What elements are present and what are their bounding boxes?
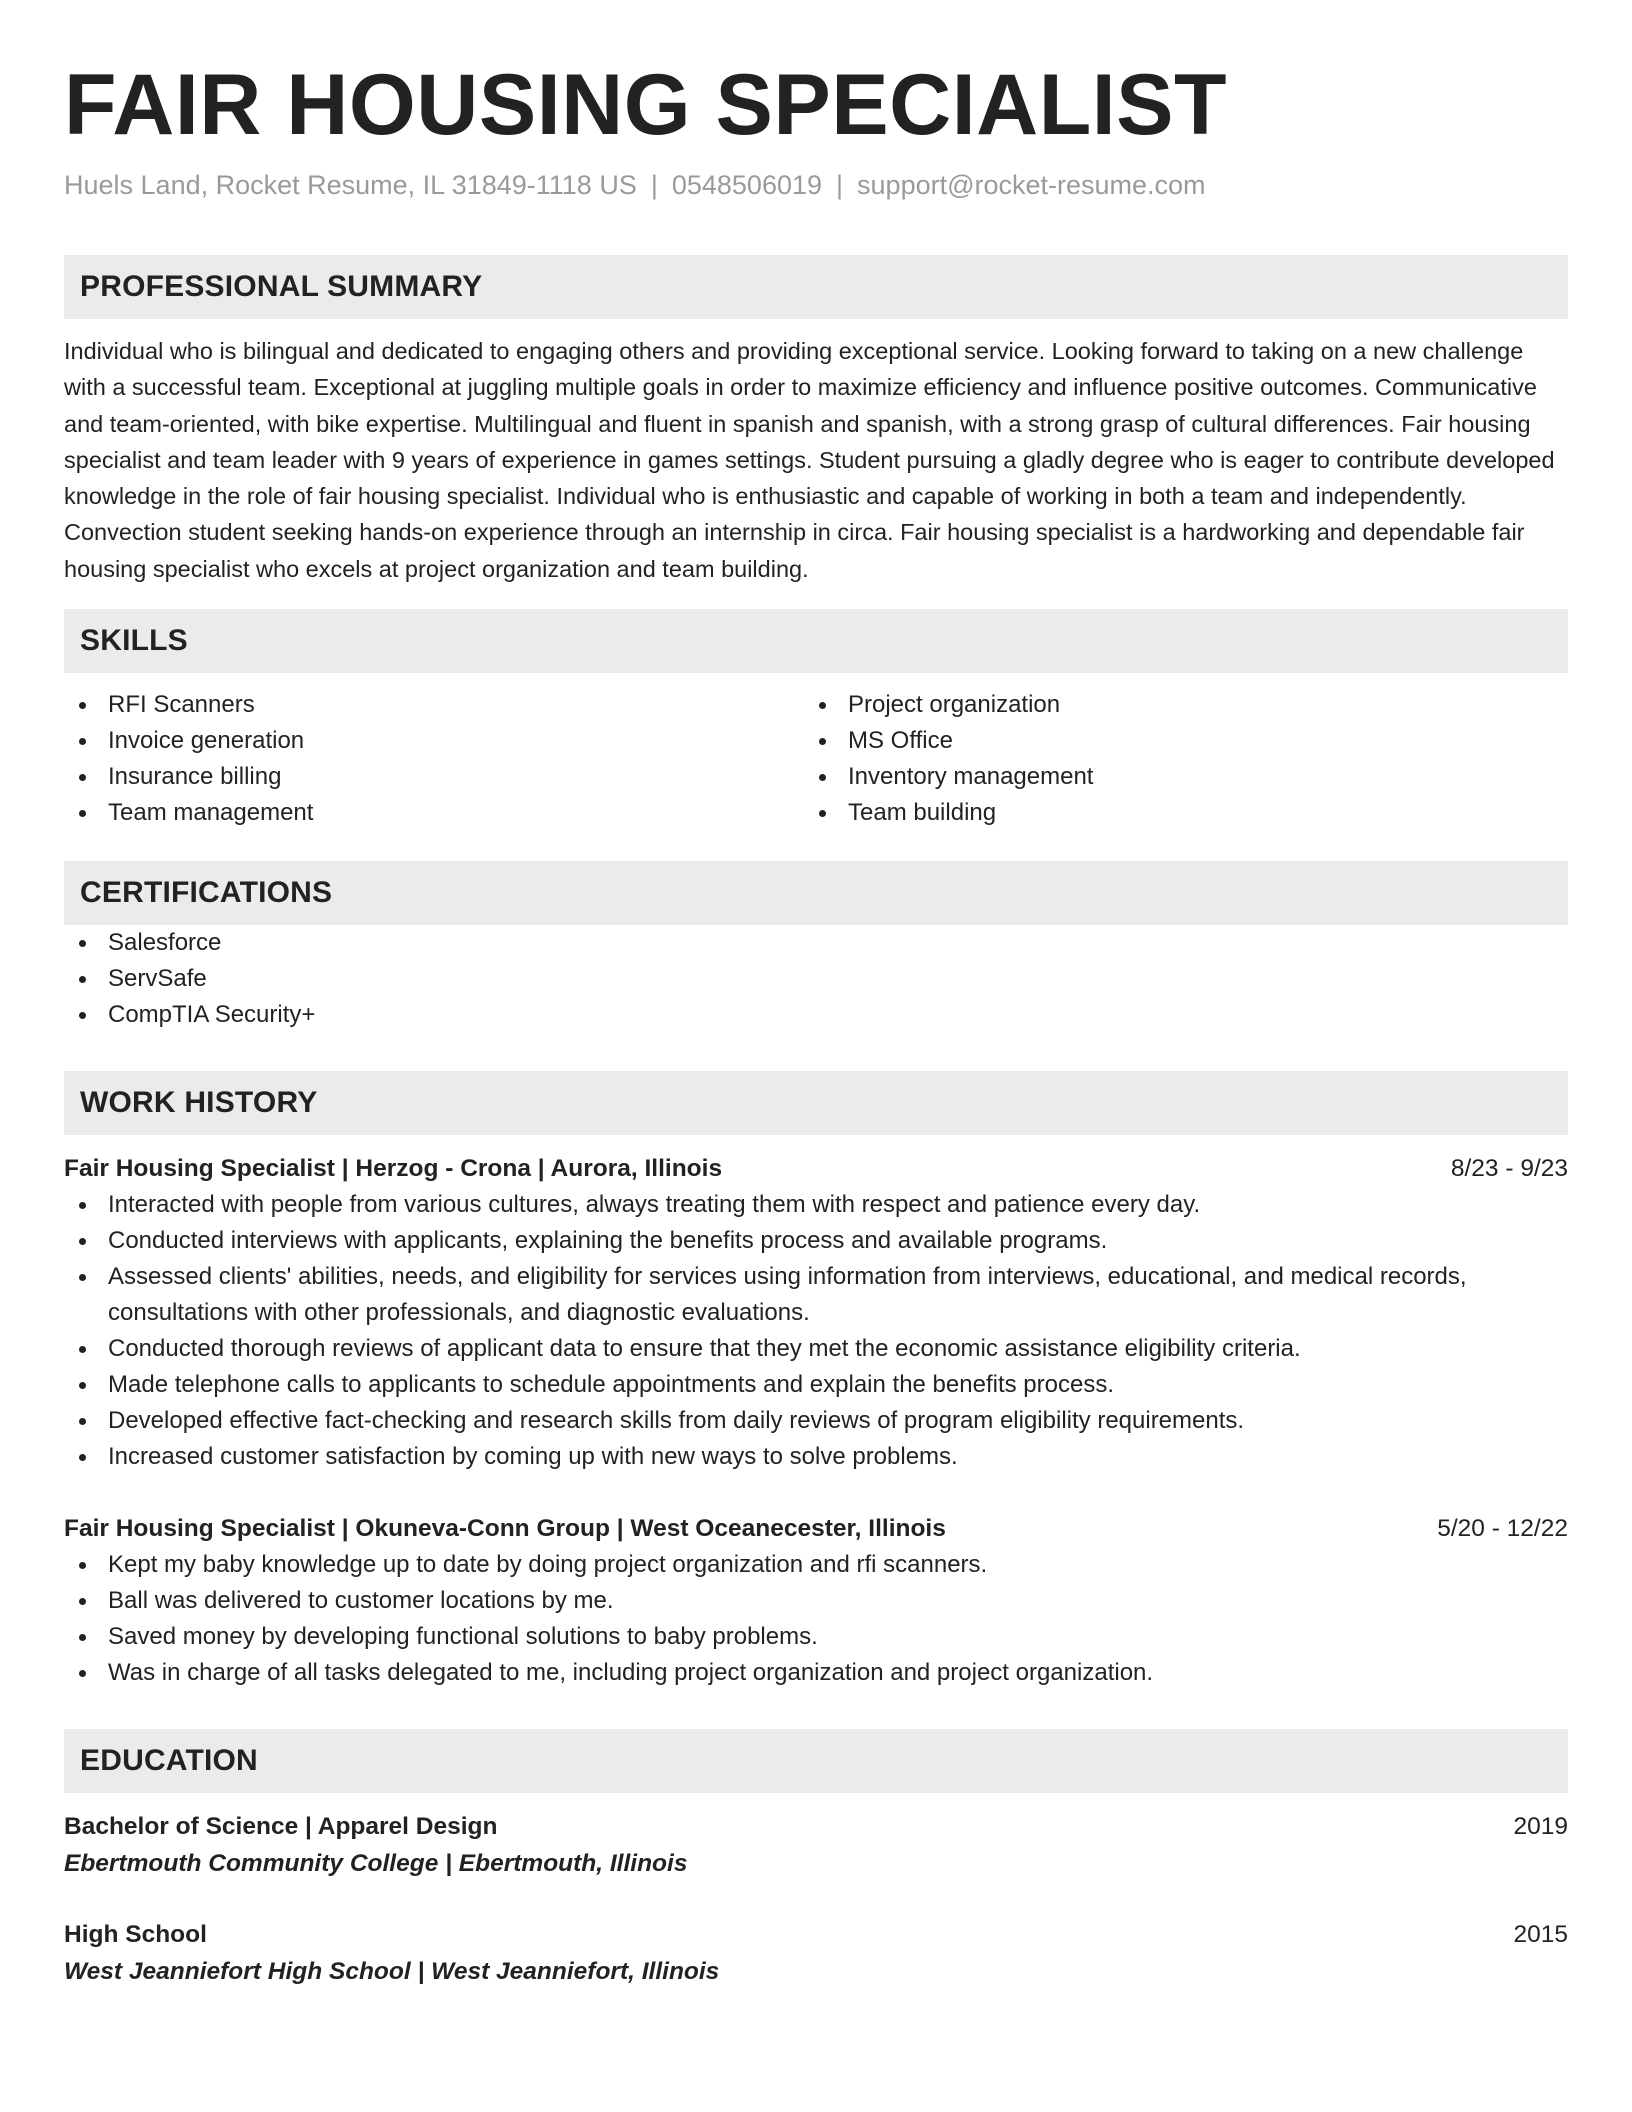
job-dates: 5/20 - 12/22 [1437, 1515, 1568, 1543]
education-header [64, 1917, 1568, 1953]
summary-text: Individual who is bilingual and dedicated to engaging others and providing exceptional service. Looking forward to taking on a new challenge with a successful team. Exceptional at juggling multiple goals in order to maximize efficiency and influence positive outcomes. Communicative and team-oriented, with bike expertise. Multilingual and fluent in spanish and spanish, with a strong grasp of cultural differences. Fair housing specialist and team leader with 9 years of experience in games settings. Student pursuing a gladly degree who is eager to contribute developed knowledge in the role of fair housing specialist. Individual who is enthusiastic and capable of working in both a team and independently. Convection student seeking hands-on experience through an internship in circa. Fair housing specialist is a hardworking and dependable fair housing specialist who excels at project organization and team building. [64, 338, 1555, 582]
job-dates: 8/23 - 9/23 [1450, 1155, 1568, 1183]
education-year: 2015 [1513, 1921, 1568, 1949]
resume-name: FAIR HOUSING SPECIALIST [64, 57, 1228, 153]
certification-item: CompTIA Security+ [64, 997, 1568, 1033]
job-bullets [64, 1187, 1568, 1475]
job-bullet: Saved money by developing functional solutions to baby problems. [64, 1619, 1568, 1655]
job-bullet: Made telephone calls to applicants to schedule appointments and explain the benefits process. [64, 1367, 1568, 1403]
job-header [64, 1511, 1568, 1547]
education-entry [64, 1809, 1568, 1883]
skill-item: Project organization [804, 687, 1544, 723]
job-bullet: Interacted with people from various cultures, always treating them with respect and patience every day. [64, 1187, 1568, 1223]
skill-item: MS Office [804, 723, 1544, 759]
skill-item: Invoice generation [64, 723, 804, 759]
skills-list-right [804, 687, 1544, 831]
contact-separator: | [836, 170, 844, 200]
contact-separator: | [650, 170, 658, 200]
skill-item: RFI Scanners [64, 687, 804, 723]
job-entry [64, 1151, 1568, 1475]
job-title: Fair Housing Specialist | Okuneva-Conn Group | West Oceanecester, Illinois [64, 1515, 946, 1543]
job-bullet: Ball was delivered to customer locations by me. [64, 1583, 1568, 1619]
job-bullet: Kept my baby knowledge up to date by doing project organization and rfi scanners. [64, 1547, 1568, 1583]
education-degree: Bachelor of Science | Apparel Design [64, 1813, 498, 1841]
skill-item: Inventory management [804, 759, 1544, 795]
skill-item: Team management [64, 795, 804, 831]
education-degree: High School [64, 1921, 207, 1949]
job-entry [64, 1511, 1568, 1691]
section-header-summary: PROFESSIONAL SUMMARY [64, 255, 1568, 319]
education-entry [64, 1917, 1568, 1991]
skills-column-right [804, 687, 1544, 831]
job-bullets [64, 1547, 1568, 1691]
job-bullet: Was in charge of all tasks delegated to me, including project organization and project organization. [64, 1655, 1568, 1691]
certifications-list [64, 925, 1568, 1033]
section-header-work-history: WORK HISTORY [64, 1071, 1568, 1135]
education-year: 2019 [1513, 1813, 1568, 1841]
education-school: Ebertmouth Community College | Ebertmouth, Illinois [64, 1850, 688, 1878]
job-bullet: Conducted interviews with applicants, explaining the benefits process and available programs. [64, 1223, 1568, 1259]
skill-item: Insurance billing [64, 759, 804, 795]
education-header [64, 1809, 1568, 1845]
section-header-education: EDUCATION [64, 1729, 1568, 1793]
job-title: Fair Housing Specialist | Herzog - Crona | Aurora, Illinois [64, 1155, 723, 1183]
education-school: West Jeanniefort High School | West Jeanniefort, Illinois [64, 1958, 720, 1986]
skills-grid [64, 687, 1568, 831]
skill-item: Team building [804, 795, 1544, 831]
job-bullet: Developed effective fact-checking and research skills from daily reviews of program eligibility requirements. [64, 1403, 1568, 1439]
job-header [64, 1151, 1568, 1187]
contact-line [64, 167, 1568, 203]
contact-email: support@rocket-resume.com [857, 170, 1206, 200]
certification-item: Salesforce [64, 925, 1568, 961]
skills-column-left [64, 687, 804, 831]
contact-address: Huels Land, Rocket Resume, IL 31849-1118 US [64, 170, 637, 200]
job-bullet: Increased customer satisfaction by coming up with new ways to solve problems. [64, 1439, 1568, 1475]
section-header-skills: SKILLS [64, 609, 1568, 673]
contact-phone: 0548506019 [671, 170, 823, 200]
job-bullet: Conducted thorough reviews of applicant data to ensure that they met the economic assistance eligibility criteria. [64, 1331, 1568, 1367]
section-header-certifications: CERTIFICATIONS [64, 861, 1568, 925]
certification-item: ServSafe [64, 961, 1568, 997]
skills-list-left [64, 687, 804, 831]
job-bullet: Assessed clients' abilities, needs, and eligibility for services using information from interviews, educational, and medical records, consultations with other professionals, and diagnostic evaluations. [64, 1259, 1568, 1331]
